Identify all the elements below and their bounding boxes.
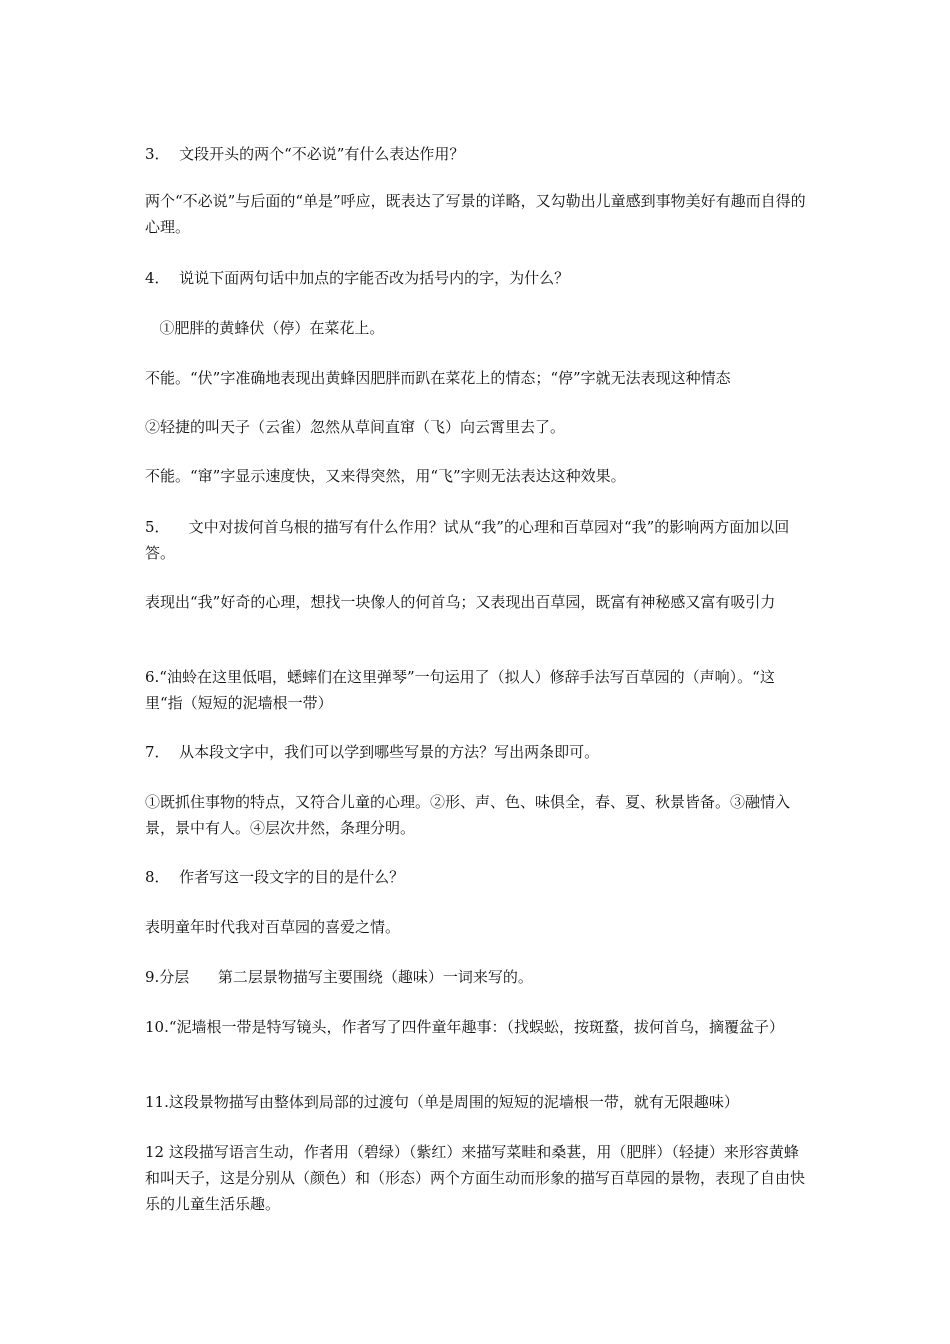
question-3: 3． 文段开头的两个“不必说”有什么表达作用？ xyxy=(145,145,465,163)
item-12: 12 这段描写语言生动，作者用（碧绿）（紫红）来描写菜畦和桑葚，用（肥胖）（轻捷）来形容黄蜂和叫天子，这是分别从（颜色）和（形态）两个方面生动而形象的描写百草园的景物，表现了自由快乐的儿童生活乐趣。 xyxy=(145,1143,806,1213)
question-5: 5． 文中对拔何首乌根的描写有什么作用？试从“我”的心理和百草园对“我”的影响两方面加以回答。 xyxy=(145,518,790,562)
item-6: 6.“油蛉在这里低唱，蟋蟀们在这里弹琴”一句运用了（拟人）修辞手法写百草园的（声响）。“这里“指（短短的泥墙根一带） xyxy=(145,668,775,712)
question-8: 8． 作者写这一段文字的目的是什么？ xyxy=(145,868,405,886)
sentence-4-1: ①肥胖的黄蜂伏（停）在菜花上。 xyxy=(145,319,385,337)
sentence-4-2: ②轻捷的叫天子（云雀）忽然从草间直窜（飞）向云霄里去了。 xyxy=(145,418,566,436)
answer-4-1: 不能。“伏”字准确地表现出黄蜂因肥胖而趴在菜花上的情态；“停”字就无法表现这种情态 xyxy=(145,369,731,387)
answer-3: 两个“不必说”与后面的“单是”呼应，既表达了写景的详略，又勾勒出儿童感到事物美好有趣而自得的心理。 xyxy=(145,192,806,236)
answer-5: 表现出“我”好奇的心理，想找一块像人的何首乌；又表现出百草园，既富有神秘感又富有吸引力 xyxy=(145,593,776,611)
answer-8: 表明童年时代我对百草园的喜爱之情。 xyxy=(145,918,401,936)
answer-7: ①既抓住事物的特点，又符合儿童的心理。②形、声、色、味俱全，春、夏、秋景皆备。③融情入景，景中有人。④层次井然，条理分明。 xyxy=(145,793,791,837)
item-11: 11.这段景物描写由整体到局部的过渡句（单是周围的短短的泥墙根一带，就有无限趣味） xyxy=(145,1093,739,1111)
answer-4-2: 不能。“窜”字显示速度快，又来得突然，用“飞”字则无法表达这种效果。 xyxy=(145,467,626,485)
item-9: 9.分层 第二层景物描写主要围绕（趣味）一词来写的。 xyxy=(145,968,533,986)
question-7: 7． 从本段文字中，我们可以学到哪些写景的方法？写出两条即可。 xyxy=(145,743,600,761)
question-4: 4． 说说下面两句话中加点的字能否改为括号内的字，为什么？ xyxy=(145,269,570,287)
item-10: 10.“泥墙根一带是特写镜头，作者写了四件童年趣事：（找蜈蚣，按斑蝥，拔何首乌，摘覆盆子） xyxy=(145,1018,785,1036)
